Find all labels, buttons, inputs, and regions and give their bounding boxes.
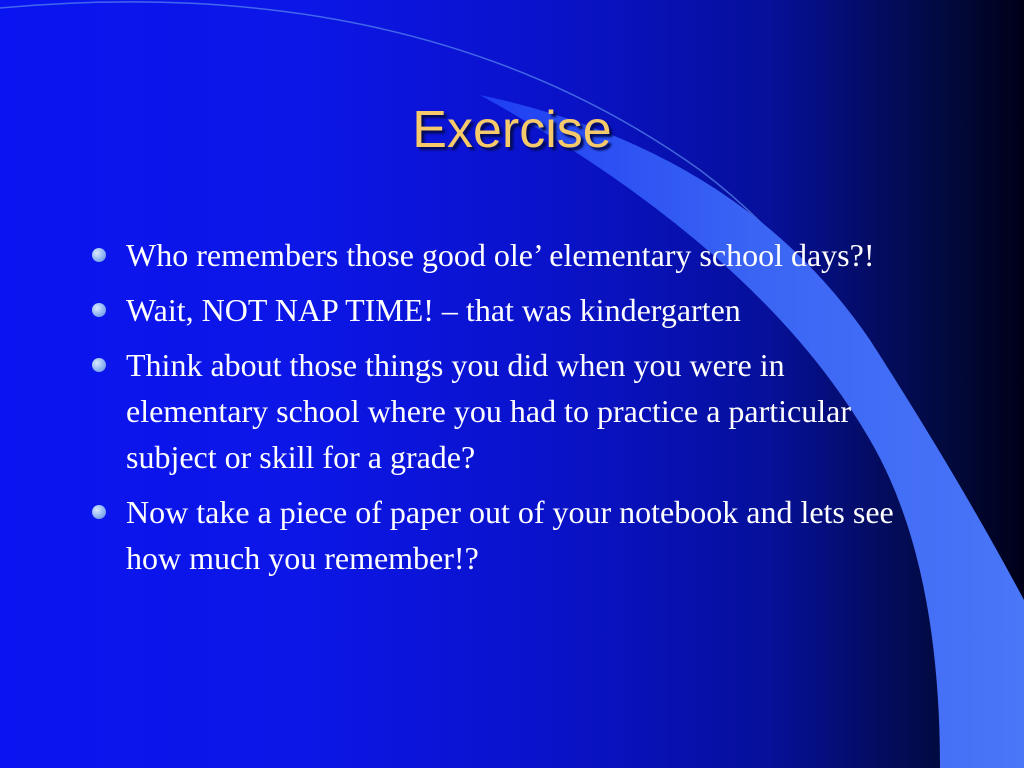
bullet-dot-icon <box>92 303 106 317</box>
bullet-text: Think about those things you did when you were in elementary school where you had to practice a particular subject or skill for a grade? <box>126 347 851 475</box>
bullet-item <box>90 489 920 581</box>
bullet-text: Who remembers those good ole’ elementary school days?! <box>126 237 875 273</box>
slide-title: Exercise <box>412 101 612 159</box>
bullet-item <box>90 342 920 480</box>
bullet-dot-icon <box>92 505 106 519</box>
bullet-list <box>90 232 920 590</box>
bullet-dot-icon <box>92 248 106 262</box>
bullet-text: Wait, NOT NAP TIME! – that was kindergarten <box>126 292 741 328</box>
bullet-item <box>90 287 920 333</box>
bullet-dot-icon <box>92 358 106 372</box>
bullet-item <box>90 232 920 278</box>
bullet-text: Now take a piece of paper out of your notebook and lets see how much you remember!? <box>126 494 894 576</box>
